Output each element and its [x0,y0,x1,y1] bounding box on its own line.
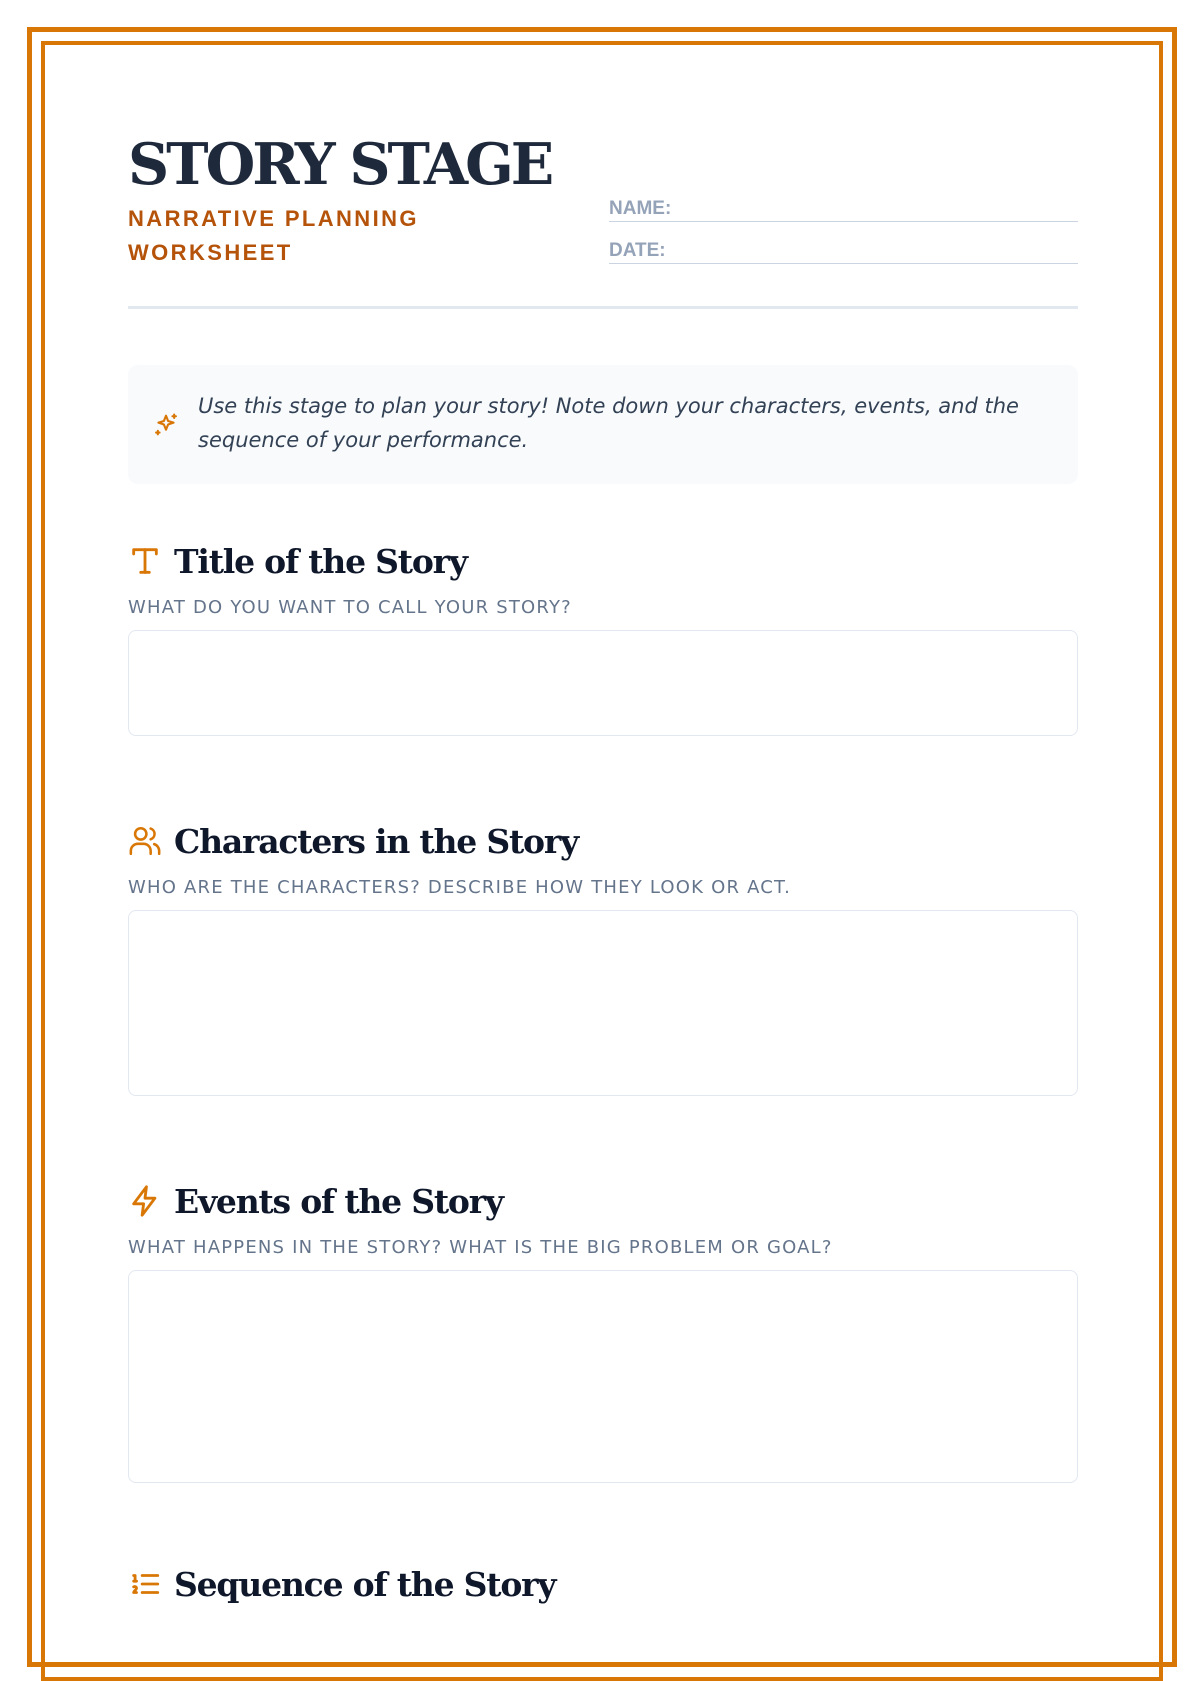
header-divider [128,306,1078,309]
page-title: STORY STAGE [128,131,552,198]
sparkles-icon [152,411,180,439]
numbered-list-icon [128,1567,162,1601]
intro-callout [128,365,1078,484]
characters-answer-box[interactable] [128,910,1078,1096]
date-field[interactable] [609,240,1078,264]
text-type-icon [128,544,162,578]
section-header [128,1563,1078,1611]
date-label: DATE: [609,240,666,261]
section-prompt: WHAT HAPPENS IN THE STORY? WHAT IS THE BIG PROBLEM OR GOAL? [128,1237,833,1258]
intro-text: Use this stage to plan your story! Note down your characters, events, and the sequence of your performance. [198,394,1019,452]
page-subtitle: NARRATIVE PLANNING WORKSHEET [128,206,419,265]
name-label: NAME: [609,198,672,219]
story-title-answer-box[interactable] [128,630,1078,736]
section-prompt: WHO ARE THE CHARACTERS? DESCRIBE HOW THEY LOOK OR ACT. [128,877,792,898]
events-answer-box[interactable] [128,1270,1078,1483]
users-icon [128,824,162,858]
section-title: Sequence of the Story [174,1565,556,1604]
section-prompt: WHAT DO YOU WANT TO CALL YOUR STORY? [128,597,572,618]
section-header [128,1180,1078,1228]
section-title: Title of the Story [174,542,467,581]
section-header [128,540,1078,588]
section-header [128,820,1078,868]
section-title: Characters in the Story [174,822,578,861]
section-title: Events of the Story [174,1182,503,1221]
name-field[interactable] [609,198,1078,222]
lightning-icon [128,1184,162,1218]
